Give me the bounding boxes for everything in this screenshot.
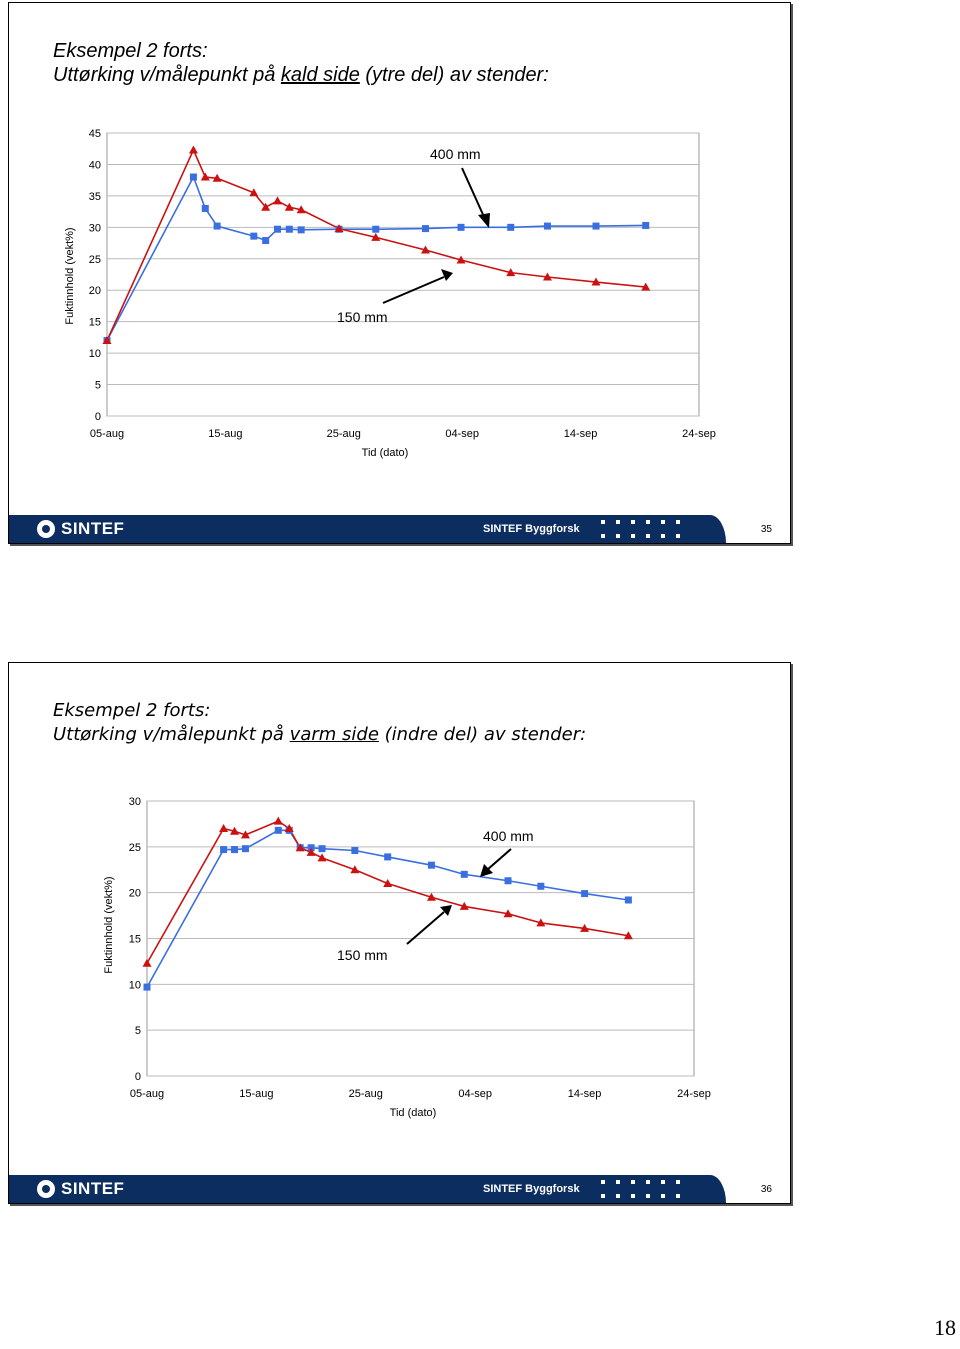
sintef-logo-icon [37, 520, 55, 538]
data-point-square [428, 862, 435, 869]
y-tick-labels [129, 796, 141, 1083]
data-point-square [537, 883, 544, 890]
data-point-triangle [219, 824, 228, 832]
x-tick-label: 14-sep [567, 1088, 602, 1100]
y-tick-label: 40 [88, 159, 101, 172]
y-tick-label: 35 [88, 190, 101, 203]
y-tick-labels [89, 128, 101, 423]
data-point-square [505, 877, 512, 884]
moisture-chart-cold-side [9, 3, 790, 543]
y-axis-label: Fuktinnhold (vekt%) [103, 876, 115, 974]
data-point-square [275, 827, 282, 834]
title-text: (ytre del) av stender: [359, 64, 549, 86]
decorative-dots [601, 1180, 697, 1198]
data-point-square [544, 223, 551, 230]
y-tick-label: 30 [128, 796, 141, 808]
footer-dot [676, 520, 680, 524]
logo-text: SINTEF [61, 1179, 125, 1198]
data-point-square [592, 223, 599, 230]
footer-dot [646, 1194, 650, 1198]
footer-dot [646, 534, 650, 538]
sintef-logo [37, 1179, 124, 1199]
data-point-square [351, 847, 358, 854]
y-tick-label: 5 [134, 1025, 141, 1038]
annotation-400mm: 400 mm [483, 828, 534, 844]
data-point-square [384, 853, 391, 860]
arrow-400mm [462, 168, 490, 228]
y-tick-label: 10 [88, 348, 101, 361]
annotation-400mm: 400 mm [430, 146, 481, 162]
footer-dot [676, 1194, 680, 1198]
arrow-400mm [480, 849, 511, 877]
x-tick-label: 04-sep [445, 428, 480, 440]
title-underlined: varm side [289, 724, 379, 745]
decorative-dots [601, 520, 697, 538]
data-point-square [250, 233, 257, 240]
data-point-square [372, 226, 379, 233]
x-tick-labels [90, 428, 716, 440]
x-tick-labels [130, 1088, 711, 1100]
y-tick-label: 20 [128, 887, 141, 900]
data-point-square [422, 225, 429, 232]
footer-dot [631, 1180, 635, 1184]
slide-footer [9, 515, 790, 543]
footer-dot [616, 534, 620, 538]
footer-dot [601, 1180, 605, 1184]
x-tick-label: 04-sep [458, 1088, 493, 1100]
annotation-150mm: 150 mm [337, 309, 388, 325]
moisture-chart-warm-side [9, 663, 790, 1203]
x-tick-label: 05-aug [89, 428, 125, 440]
x-tick-label: 05-aug [129, 1088, 165, 1100]
y-tick-label: 20 [88, 285, 101, 298]
footer-dot [646, 1180, 650, 1184]
footer-dot [646, 520, 650, 524]
footer-department: SINTEF Byggforsk [483, 1183, 580, 1195]
title-text: Uttørking v/målepunkt på [53, 724, 290, 745]
data-point-triangle [285, 203, 294, 211]
data-point-square [625, 897, 632, 904]
data-point-triangle [189, 145, 198, 153]
footer-dot [661, 1194, 665, 1198]
annotation-150mm: 150 mm [337, 947, 388, 963]
title-text: Uttørking v/målepunkt på [53, 64, 281, 86]
footer-dot [661, 520, 665, 524]
footer-dot [676, 534, 680, 538]
slide-35 [8, 2, 791, 544]
data-point-square [202, 205, 209, 212]
footer-dot [676, 1180, 680, 1184]
x-tick-label: 15-aug [239, 1088, 274, 1100]
x-axis-label: Tid (dato) [361, 447, 409, 459]
y-tick-label: 45 [88, 128, 101, 140]
arrow-150mm [383, 269, 453, 303]
y-tick-label: 30 [88, 222, 101, 235]
x-axis-label: Tid (dato) [389, 1107, 437, 1119]
data-point-square [242, 845, 249, 852]
data-point-square [144, 984, 151, 991]
footer-dot [661, 534, 665, 538]
data-point-square [458, 224, 465, 231]
slide-footer [9, 1175, 790, 1203]
footer-dot [601, 520, 605, 524]
y-tick-label: 15 [88, 316, 101, 329]
data-point-triangle [201, 173, 210, 181]
title-line-1: Eksempel 2 forts: [53, 700, 211, 721]
data-point-triangle [318, 853, 327, 861]
title-line-1: Eksempel 2 forts: [53, 40, 208, 62]
data-point-square [298, 226, 305, 233]
footer-dot [631, 534, 635, 538]
footer-bar [9, 1175, 726, 1203]
data-point-square [274, 226, 281, 233]
y-tick-label: 10 [128, 979, 141, 992]
sintef-logo [37, 519, 124, 539]
footer-dot [661, 1180, 665, 1184]
slide-number: 36 [760, 1184, 772, 1195]
footer-dot [616, 520, 620, 524]
data-point-square [286, 226, 293, 233]
data-point-square [231, 846, 238, 853]
title-text: (indre del) av stender: [378, 724, 587, 745]
x-tick-label: 24-sep [682, 428, 716, 440]
y-tick-label: 0 [134, 1071, 141, 1083]
title-underlined: kald side [280, 64, 360, 86]
x-tick-label: 25-aug [348, 1088, 383, 1100]
data-point-square [319, 845, 326, 852]
footer-dot [631, 1194, 635, 1198]
data-point-triangle [273, 196, 282, 204]
data-point-square [581, 890, 588, 897]
series-lines [147, 821, 628, 987]
data-point-triangle [274, 817, 283, 825]
y-tick-label: 25 [88, 253, 101, 266]
x-tick-label: 24-sep [677, 1088, 711, 1100]
sintef-logo-icon [37, 1180, 55, 1198]
data-point-triangle [143, 959, 152, 967]
footer-dot [601, 534, 605, 538]
x-tick-label: 25-aug [326, 428, 361, 440]
data-point-square [190, 174, 197, 181]
y-tick-label: 0 [94, 411, 101, 423]
data-point-square [461, 871, 468, 878]
data-point-square [214, 223, 221, 230]
data-point-square [262, 237, 269, 244]
data-point-square [220, 846, 227, 853]
y-tick-label: 15 [128, 933, 141, 946]
logo-text: SINTEF [61, 519, 125, 538]
footer-department: SINTEF Byggforsk [483, 523, 580, 535]
data-point-square [507, 224, 514, 231]
y-tick-label: 5 [94, 379, 101, 392]
x-tick-label: 14-sep [563, 428, 598, 440]
grid [147, 801, 694, 1076]
y-axis-label: Fuktinnhold (vekt%) [64, 227, 76, 325]
slide-36 [8, 662, 791, 1204]
slide-number: 35 [760, 524, 772, 535]
x-tick-label: 15-aug [208, 428, 243, 440]
footer-dot [631, 520, 635, 524]
footer-bar [9, 515, 726, 543]
data-point-square [642, 222, 649, 229]
footer-dot [601, 1194, 605, 1198]
document-page-number: 18 [934, 1315, 956, 1340]
footer-dot [616, 1180, 620, 1184]
y-tick-label: 25 [128, 841, 141, 854]
footer-dot [616, 1194, 620, 1198]
